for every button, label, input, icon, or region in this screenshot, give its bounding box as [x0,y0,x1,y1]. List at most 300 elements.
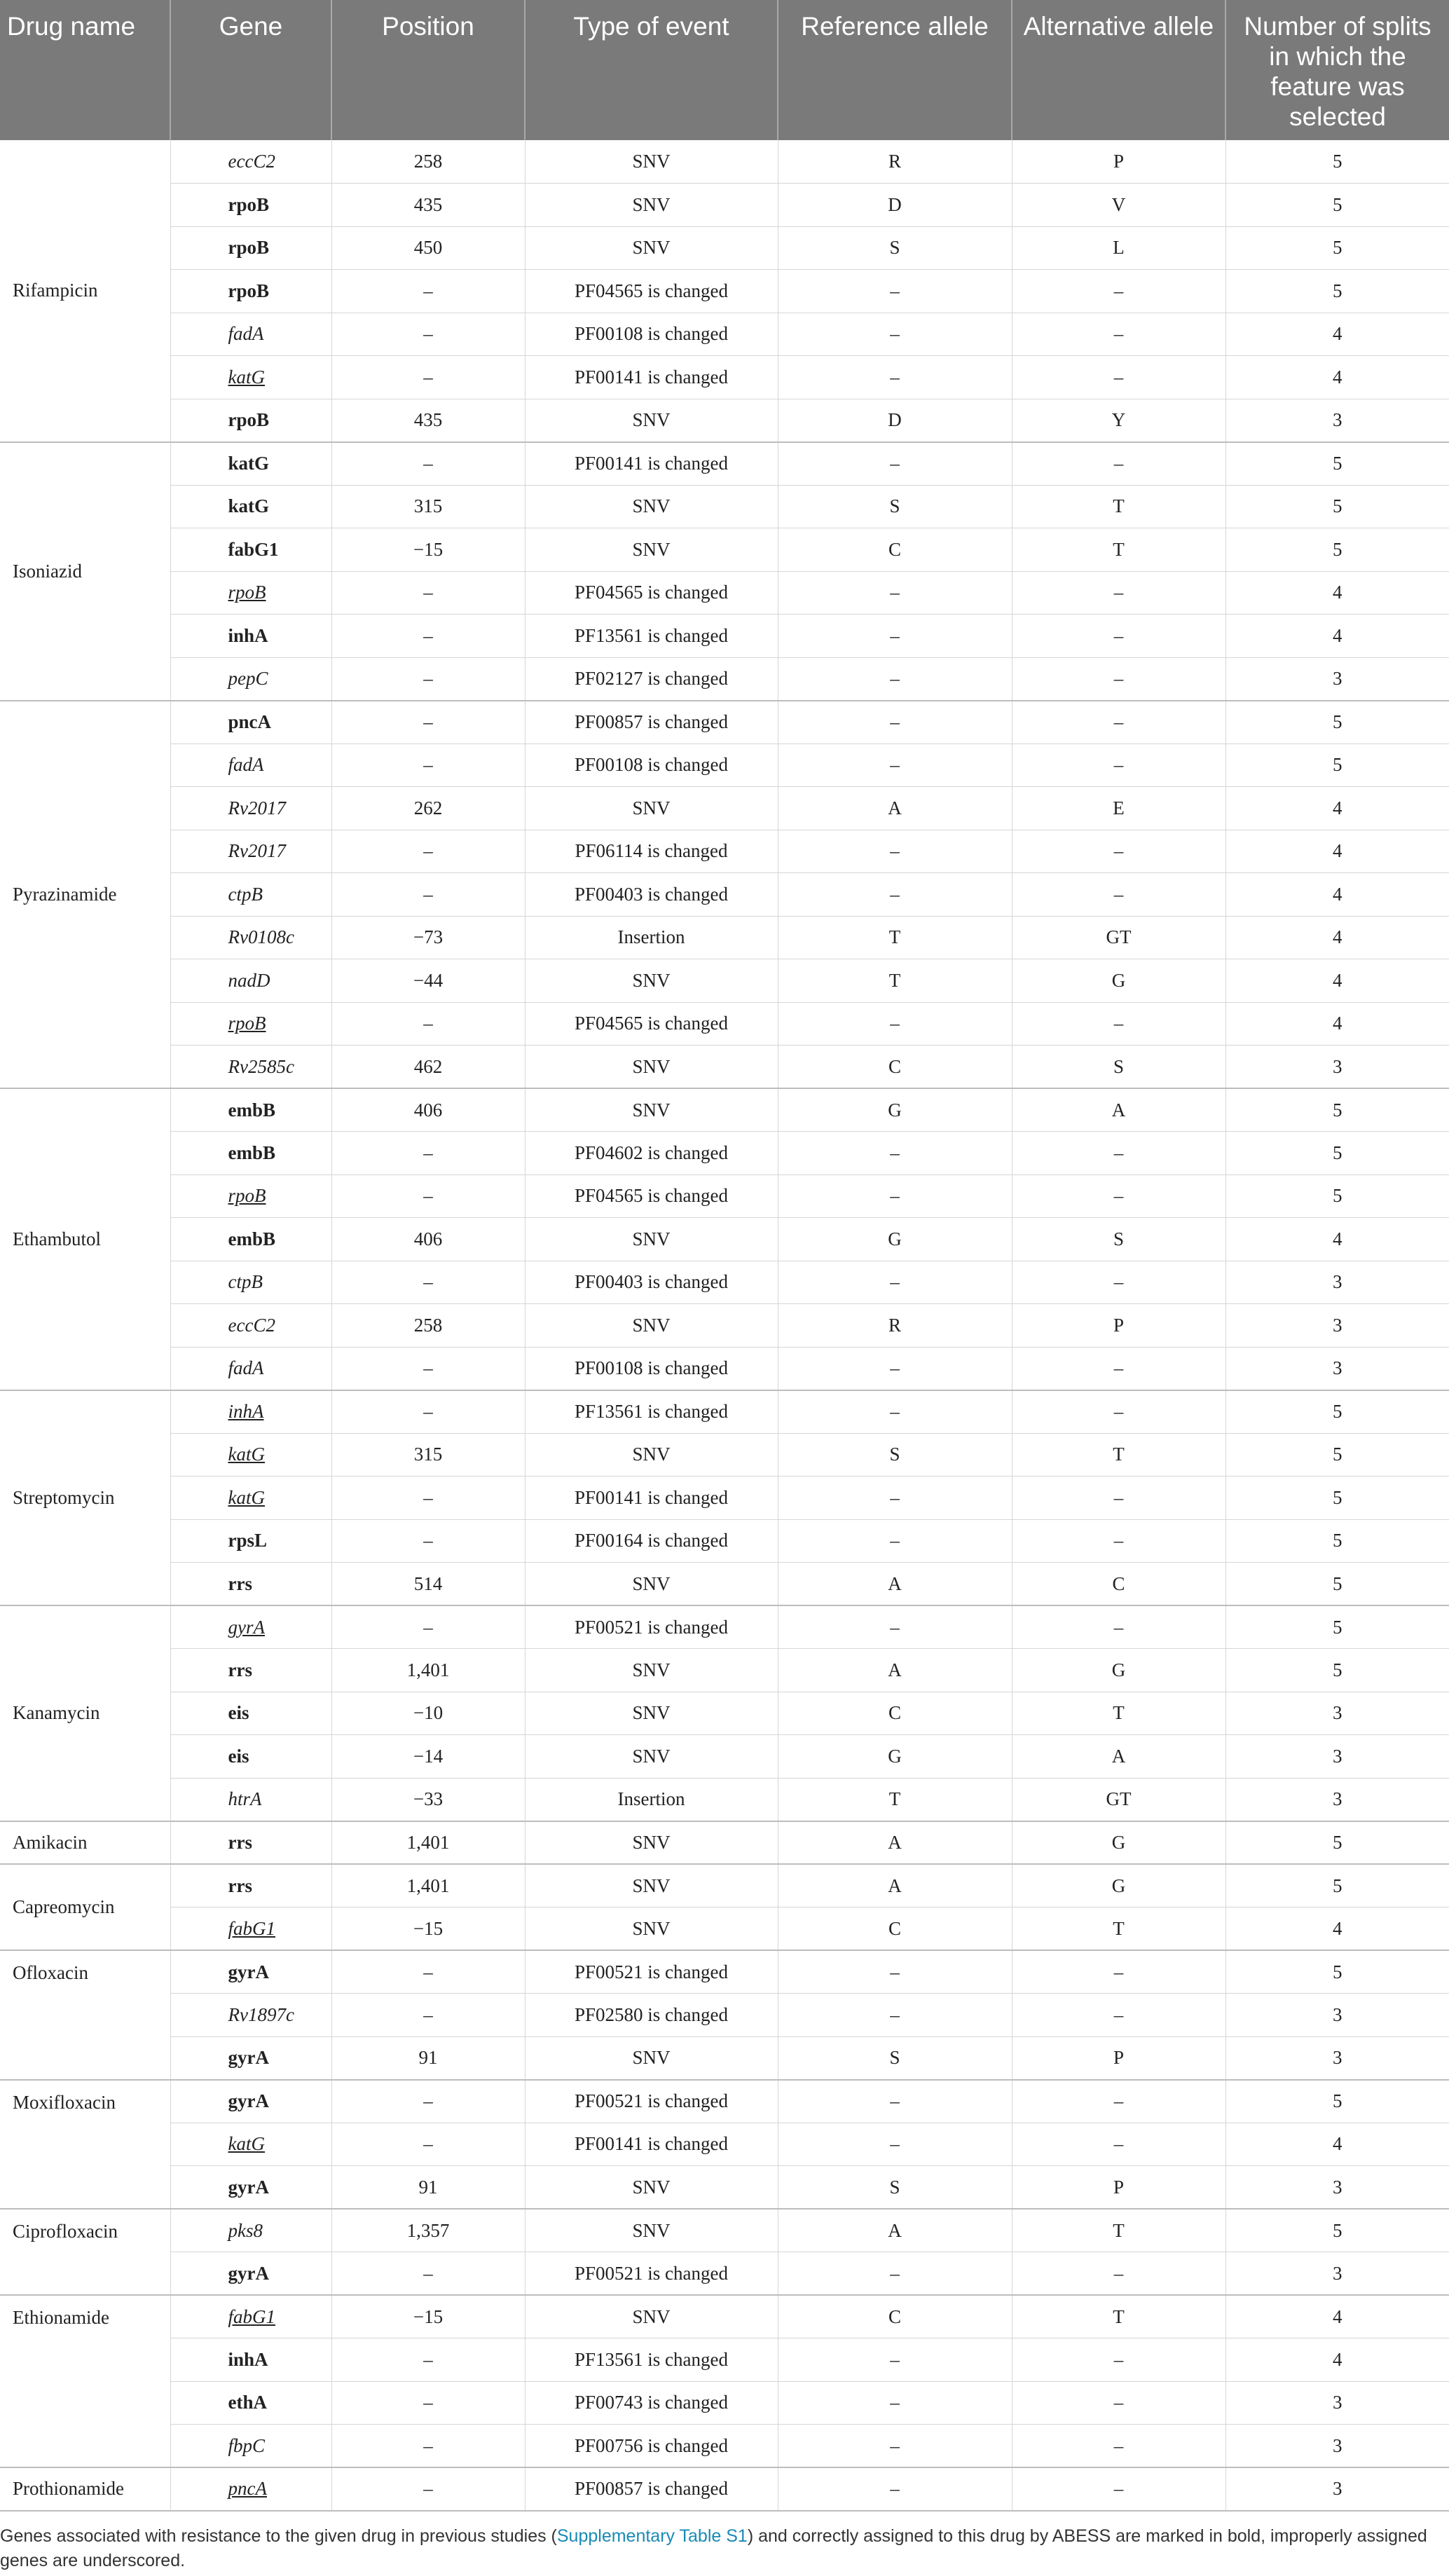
alternative-allele-cell: GT [1012,1778,1225,1821]
event-type-cell: SNV [525,2036,778,2080]
alternative-allele-cell: S [1012,1218,1225,1261]
position-cell: – [331,2381,525,2425]
gene-cell [170,2166,331,2210]
gene-cell [170,873,331,917]
alternative-allele-cell: – [1012,2425,1225,2468]
position-cell: – [331,873,525,917]
position-cell: −15 [331,1907,525,1951]
gene-cell [170,184,331,227]
footnote-text-end: ) and correctly assigned to this drug by ABESS are marked in bold, improperly assigned genes are underscored. [0,2526,1427,2570]
gene-cell [170,701,331,744]
splits-count-cell: 3 [1225,1735,1449,1779]
position-cell: 315 [331,1433,525,1477]
splits-count-cell: 5 [1225,485,1449,528]
event-type-cell: SNV [525,959,778,1003]
gene-cell [170,1174,331,1218]
position-cell: −15 [331,528,525,572]
gene-name: fadA [228,1357,264,1378]
reference-allele-cell: – [778,2123,1012,2166]
event-type-cell: SNV [525,1864,778,1907]
alternative-allele-cell: – [1012,1477,1225,1520]
alternative-allele-cell: A [1012,1088,1225,1132]
event-type-cell: PF04565 is changed [525,270,778,313]
reference-allele-cell: – [778,1519,1012,1563]
alternative-allele-cell: T [1012,1907,1225,1951]
alternative-allele-cell: G [1012,1649,1225,1692]
event-type-cell: PF13561 is changed [525,1390,778,1434]
reference-allele-cell: – [778,744,1012,787]
table-row [0,2166,1449,2210]
gene-name: Rv0108c [228,926,294,948]
position-cell: 1,401 [331,1864,525,1907]
splits-count-cell: 5 [1225,1649,1449,1692]
gene-cell [170,1218,331,1261]
position-cell: – [331,830,525,873]
reference-allele-cell: G [778,1735,1012,1779]
gene-name: ctpB [228,1271,263,1293]
alternative-allele-cell: Y [1012,399,1225,442]
position-cell: – [331,615,525,658]
drug-name-cell: Pyrazinamide [0,701,170,1089]
alternative-allele-cell: P [1012,2166,1225,2210]
splits-count-cell: 5 [1225,1433,1449,1477]
reference-allele-cell: – [778,1390,1012,1434]
table-row [0,571,1449,615]
gene-name: rrs [228,1659,252,1680]
gene-cell [170,2036,331,2080]
reference-allele-cell: – [778,2080,1012,2123]
splits-count-cell: 4 [1225,787,1449,830]
event-type-cell: PF02127 is changed [525,657,778,701]
alternative-allele-cell: – [1012,1347,1225,1390]
gene-cell [170,1735,331,1779]
gene-cell [170,2295,331,2338]
event-type-cell: SNV [525,1088,778,1132]
gene-cell [170,2467,331,2511]
gene-name: embB [228,1099,275,1121]
gene-cell [170,1347,331,1390]
alternative-allele-cell: V [1012,184,1225,227]
event-type-cell: Insertion [525,1778,778,1821]
gene-cell [170,1563,331,1606]
alternative-allele-cell: T [1012,2209,1225,2252]
event-type-cell: PF00521 is changed [525,2252,778,2296]
table-row [0,2381,1449,2425]
event-type-cell: SNV [525,1821,778,1865]
event-type-cell: PF00743 is changed [525,2381,778,2425]
gene-cell [170,657,331,701]
splits-count-cell: 3 [1225,399,1449,442]
alternative-allele-cell: T [1012,528,1225,572]
drug-name-cell: Isoniazid [0,442,170,701]
reference-allele-cell: – [778,2425,1012,2468]
reference-allele-cell: C [778,528,1012,572]
reference-allele-cell: D [778,399,1012,442]
splits-count-cell: 4 [1225,2123,1449,2166]
splits-count-cell: 3 [1225,1778,1449,1821]
position-cell: 258 [331,140,525,184]
gene-name: gyrA [228,2090,269,2111]
reference-allele-cell: S [778,226,1012,270]
alternative-allele-cell: G [1012,959,1225,1003]
gene-name: rrs [228,1875,252,1896]
event-type-cell: PF04565 is changed [525,1002,778,1046]
table-row [0,830,1449,873]
splits-count-cell: 3 [1225,2381,1449,2425]
splits-count-cell: 3 [1225,1046,1449,1089]
position-cell: 262 [331,787,525,830]
table-row [0,1218,1449,1261]
reference-allele-cell: G [778,1218,1012,1261]
reference-allele-cell: C [778,1692,1012,1735]
position-cell: – [331,2425,525,2468]
reference-allele-cell: A [778,1563,1012,1606]
alternative-allele-cell: – [1012,1132,1225,1175]
position-cell: – [331,2467,525,2511]
table-row [0,2036,1449,2080]
position-cell: – [331,657,525,701]
reference-allele-cell: – [778,2338,1012,2382]
alternative-allele-cell: – [1012,1261,1225,1304]
event-type-cell: PF00403 is changed [525,1261,778,1304]
splits-count-cell: 4 [1225,571,1449,615]
reference-allele-cell: – [778,1002,1012,1046]
splits-count-cell: 5 [1225,270,1449,313]
event-type-cell: PF06114 is changed [525,830,778,873]
splits-count-cell: 4 [1225,916,1449,959]
table-row [0,270,1449,313]
alternative-allele-cell: – [1012,313,1225,356]
splits-count-cell: 5 [1225,1864,1449,1907]
position-cell: 91 [331,2166,525,2210]
gene-name: pncA [228,711,272,732]
reference-allele-cell: S [778,1433,1012,1477]
alternative-allele-cell: G [1012,1821,1225,1865]
alternative-allele-cell: – [1012,1994,1225,2037]
splits-count-cell: 5 [1225,1563,1449,1606]
gene-name: nadD [228,969,270,991]
gene-name: Rv2017 [228,797,286,818]
splits-count-cell: 5 [1225,528,1449,572]
event-type-cell: SNV [525,1649,778,1692]
splits-count-cell: 4 [1225,873,1449,917]
alternative-allele-cell: C [1012,1563,1225,1606]
splits-count-cell: 5 [1225,701,1449,744]
event-type-cell: SNV [525,1046,778,1089]
event-type-cell: PF00521 is changed [525,2080,778,2123]
splits-count-cell: 5 [1225,226,1449,270]
table-row [0,657,1449,701]
position-cell: −33 [331,1778,525,1821]
header-alternative-allele: Alternative allele [1012,0,1225,140]
gene-cell [170,1132,331,1175]
position-cell: – [331,744,525,787]
gene-name: fabG1 [228,1917,275,1939]
table-footnote [0,2524,1443,2573]
reference-allele-cell: – [778,270,1012,313]
splits-count-cell: 5 [1225,2080,1449,2123]
position-cell: −44 [331,959,525,1003]
gene-cell [170,1390,331,1434]
alternative-allele-cell: – [1012,1390,1225,1434]
splits-count-cell: 5 [1225,1088,1449,1132]
reference-allele-cell: – [778,1950,1012,1994]
event-type-cell: PF00521 is changed [525,1950,778,1994]
splits-count-cell: 5 [1225,184,1449,227]
gene-name: fadA [228,323,264,345]
table-row [0,313,1449,356]
splits-count-cell: 5 [1225,1605,1449,1649]
gene-cell [170,744,331,787]
gene-cell [170,1519,331,1563]
reference-allele-cell: – [778,356,1012,399]
gene-name: rrs [228,1831,252,1853]
splits-count-cell: 5 [1225,1519,1449,1563]
gene-cell [170,1821,331,1865]
reference-allele-cell: – [778,615,1012,658]
table-header [0,0,1449,140]
gene-cell [170,1692,331,1735]
splits-count-cell: 3 [1225,2425,1449,2468]
gene-name: katG [228,1444,265,1465]
gene-name: gyrA [228,2047,269,2068]
drug-name-cell: Capreomycin [0,1864,170,1950]
event-type-cell: SNV [525,1735,778,1779]
header-gene: Gene [170,0,331,140]
event-type-cell: SNV [525,485,778,528]
splits-count-cell: 5 [1225,2209,1449,2252]
event-type-cell: PF00521 is changed [525,1605,778,1649]
event-type-cell: SNV [525,2209,778,2252]
gene-name: inhA [228,1401,264,1422]
gene-name: Rv1897c [228,2003,294,2025]
gene-cell [170,2381,331,2425]
gene-name: pks8 [228,2219,263,2241]
gene-name: inhA [228,2348,268,2370]
position-cell: −14 [331,1735,525,1779]
gene-cell [170,313,331,356]
reference-allele-cell: D [778,184,1012,227]
gene-cell [170,2209,331,2252]
position-cell: – [331,571,525,615]
table-row [0,1174,1449,1218]
alternative-allele-cell: – [1012,701,1225,744]
gene-name: katG [228,453,270,474]
alternative-allele-cell: P [1012,2036,1225,2080]
table-row [0,1778,1449,1821]
gene-cell [170,916,331,959]
reference-allele-cell: T [778,916,1012,959]
position-cell: – [331,2252,525,2296]
splits-count-cell: 5 [1225,442,1449,486]
event-type-cell: SNV [525,140,778,184]
position-cell: – [331,1347,525,1390]
reference-allele-cell: C [778,1907,1012,1951]
table-row [0,959,1449,1003]
position-cell: – [331,1950,525,1994]
splits-count-cell: 4 [1225,1002,1449,1046]
position-cell: – [331,356,525,399]
gene-name: eccC2 [228,151,275,172]
gene-cell [170,1950,331,1994]
drug-name-cell: Ciprofloxacin [0,2209,170,2295]
splits-count-cell: 5 [1225,1174,1449,1218]
alternative-allele-cell: – [1012,2467,1225,2511]
gene-cell [170,1994,331,2037]
alternative-allele-cell: T [1012,1433,1225,1477]
event-type-cell: SNV [525,528,778,572]
table-row [0,2080,1449,2123]
splits-count-cell: 4 [1225,615,1449,658]
alternative-allele-cell: – [1012,356,1225,399]
event-type-cell: SNV [525,399,778,442]
gene-cell [170,2338,331,2382]
gene-name: rpoB [228,193,270,215]
reference-allele-cell: – [778,1174,1012,1218]
gene-name: pncA [228,2478,267,2500]
drug-name-cell: Ofloxacin [0,1950,170,2080]
header-reference-allele: Reference allele [778,0,1012,140]
table-row [0,615,1449,658]
splits-count-cell: 3 [1225,1347,1449,1390]
reference-allele-cell: – [778,657,1012,701]
drug-name-cell: Ethionamide [0,2295,170,2467]
gene-name: fbpC [228,2434,266,2456]
splits-count-cell: 3 [1225,1994,1449,2037]
reference-allele-cell: A [778,2209,1012,2252]
gene-cell [170,1649,331,1692]
alternative-allele-cell: – [1012,830,1225,873]
event-type-cell: SNV [525,1218,778,1261]
gene-cell [170,2425,331,2468]
header-number-of-splits: Number of splits in which the feature was selected [1225,0,1449,140]
gene-name: rpoB [228,582,266,603]
alternative-allele-cell: – [1012,2123,1225,2166]
table-row [0,399,1449,442]
position-cell: 435 [331,184,525,227]
gene-cell [170,1605,331,1649]
reference-allele-cell: R [778,1304,1012,1348]
gene-cell [170,615,331,658]
table-row [0,528,1449,572]
reference-allele-cell: – [778,2381,1012,2425]
position-cell: – [331,313,525,356]
position-cell: −73 [331,916,525,959]
table-row [0,1735,1449,1779]
alternative-allele-cell: – [1012,1605,1225,1649]
event-type-cell: SNV [525,1433,778,1477]
table-row [0,2123,1449,2166]
splits-count-cell: 3 [1225,1692,1449,1735]
gene-name: rpoB [228,1013,266,1034]
event-type-cell: SNV [525,184,778,227]
splits-count-cell: 3 [1225,1261,1449,1304]
gene-cell [170,1002,331,1046]
event-type-cell: PF00141 is changed [525,356,778,399]
table-row [0,1994,1449,2037]
supplementary-table-link[interactable]: Supplementary Table S1 [556,2526,748,2546]
position-cell: – [331,2080,525,2123]
table-row [0,1132,1449,1175]
position-cell: – [331,1519,525,1563]
position-cell: – [331,2123,525,2166]
table-row [0,873,1449,917]
event-type-cell: PF00857 is changed [525,2467,778,2511]
alternative-allele-cell: GT [1012,916,1225,959]
reference-allele-cell: A [778,1821,1012,1865]
table-row [0,1864,1449,1907]
alternative-allele-cell: – [1012,2252,1225,2296]
reference-allele-cell: – [778,442,1012,486]
alternative-allele-cell: – [1012,1519,1225,1563]
drug-name-cell: Streptomycin [0,1390,170,1606]
gene-cell [170,571,331,615]
reference-allele-cell: R [778,140,1012,184]
alternative-allele-cell: – [1012,1002,1225,1046]
gene-name: rpoB [228,1185,266,1207]
header-row [0,0,1449,140]
event-type-cell: PF04565 is changed [525,1174,778,1218]
alternative-allele-cell: T [1012,1692,1225,1735]
position-cell: – [331,2338,525,2382]
splits-count-cell: 5 [1225,1950,1449,1994]
gene-name: htrA [228,1788,262,1809]
gene-cell [170,1304,331,1348]
splits-count-cell: 3 [1225,1304,1449,1348]
event-type-cell: SNV [525,2166,778,2210]
event-type-cell: PF00141 is changed [525,442,778,486]
event-type-cell: PF00756 is changed [525,2425,778,2468]
gene-name: Rv2585c [228,1055,294,1077]
reference-allele-cell: – [778,1477,1012,1520]
reference-allele-cell: – [778,1605,1012,1649]
alternative-allele-cell: T [1012,485,1225,528]
alternative-allele-cell: – [1012,744,1225,787]
reference-allele-cell: C [778,1046,1012,1089]
position-cell: 1,401 [331,1821,525,1865]
gene-cell [170,226,331,270]
event-type-cell: SNV [525,2295,778,2338]
reference-allele-cell: – [778,701,1012,744]
gene-cell [170,787,331,830]
alternative-allele-cell: – [1012,657,1225,701]
gene-name: rpoB [228,237,270,259]
gene-cell [170,2252,331,2296]
table-row [0,1563,1449,1606]
alternative-allele-cell: – [1012,615,1225,658]
gene-name: gyrA [228,1616,265,1638]
alternative-allele-cell: – [1012,571,1225,615]
gene-cell [170,528,331,572]
position-cell: 91 [331,2036,525,2080]
reference-allele-cell: – [778,1347,1012,1390]
position-cell: – [331,701,525,744]
gene-cell [170,1778,331,1821]
table-row [0,1002,1449,1046]
table-row [0,916,1449,959]
splits-count-cell: 4 [1225,1218,1449,1261]
alternative-allele-cell: T [1012,2295,1225,2338]
gene-name: fabG1 [228,2306,275,2327]
position-cell: – [331,1261,525,1304]
drug-name-cell: Kanamycin [0,1605,170,1821]
table-row [0,2295,1449,2338]
position-cell: – [331,1174,525,1218]
gene-name: eis [228,1702,249,1724]
position-cell: – [331,1477,525,1520]
table-row [0,226,1449,270]
gene-name: eis [228,1745,249,1767]
